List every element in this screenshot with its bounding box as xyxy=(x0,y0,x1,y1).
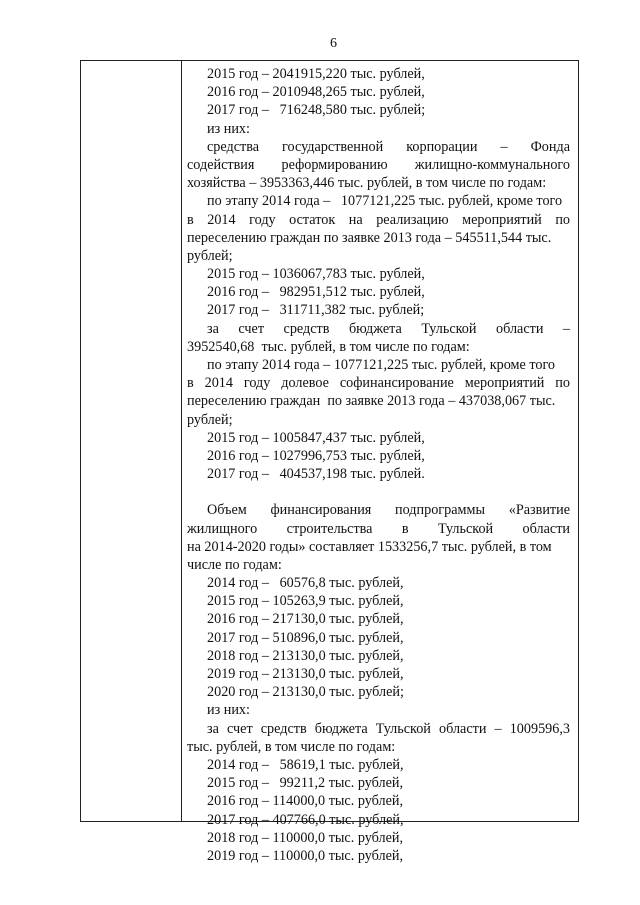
text-line: 2014 год – 60576,8 тыс. рублей, xyxy=(207,575,404,592)
text-line: рублей; xyxy=(187,247,233,264)
blank-line xyxy=(187,483,570,501)
text-line: 2016 год – 982951,512 тыс. рублей, xyxy=(207,284,425,301)
text-line: 2016 год – 1027996,753 тыс. рублей, xyxy=(207,447,425,464)
text-line: 2014 год – 58619,1 тыс. рублей, xyxy=(207,756,404,773)
text-line: на 2014-2020 годы» составляет 1533256,7 тыс. рублей, в том xyxy=(187,538,552,555)
document-table xyxy=(80,60,579,864)
text-line: хозяйства – 3953363,446 тыс. рублей, в том числе по годам: xyxy=(187,175,547,192)
table-text-cell xyxy=(187,65,570,865)
text-line: 2015 год – 1005847,437 тыс. рублей, xyxy=(207,429,425,446)
text-line: 2019 год – 213130,0 тыс. рублей, xyxy=(207,666,404,682)
text-line: 2016 год – 2010948,265 тыс. рублей, xyxy=(207,84,425,101)
text-line: 2017 год – 510896,0 тыс. рублей, xyxy=(207,629,404,646)
text-line: переселению граждан по заявке 2013 года – 437038,067 тыс. xyxy=(187,393,556,410)
text-line: 2017 год – 311711,382 тыс. рублей; xyxy=(207,302,425,319)
text-line: 2018 год – 213130,0 тыс. рублей, xyxy=(207,647,404,664)
text-line: тыс. рублей, в том числе по годам: xyxy=(187,738,396,755)
text-line: 2016 год – 114000,0 тыс. рублей, xyxy=(207,793,404,810)
text-line: в 2014 году остаток на реализацию мероприятий по xyxy=(187,211,570,228)
text-line: 2015 год – 105263,9 тыс. рублей, xyxy=(207,593,404,610)
page-number: 6 xyxy=(330,36,337,51)
text-line: 2016 год – 217130,0 тыс. рублей, xyxy=(207,611,404,628)
text-line: за счет средств бюджета Тульской области – xyxy=(207,320,570,337)
text-line: из них: xyxy=(207,120,250,137)
text-line: 2015 год – 99211,2 тыс. рублей, xyxy=(207,775,404,792)
text-line: жилищного строительства в Тульской области xyxy=(187,520,570,537)
text-line: рублей; xyxy=(187,411,233,428)
text-line: Объем финансирования подпрограммы «Развитие xyxy=(207,502,570,519)
text-line: содействия реформированию жилищно-коммунального xyxy=(187,156,570,173)
text-line: 2020 год – 213130,0 тыс. рублей; xyxy=(207,684,404,701)
text-line: 2019 год – 110000,0 тыс. рублей, xyxy=(207,847,404,864)
text-line: по этапу 2014 года – 1077121,225 тыс. рублей, кроме того xyxy=(207,357,556,373)
text-line: средства государственной корпорации – Фонда xyxy=(207,138,570,155)
text-line: по этапу 2014 года – 1077121,225 тыс. рублей, кроме того xyxy=(207,193,563,210)
text-line: 2015 год – 2041915,220 тыс. рублей, xyxy=(207,66,425,82)
text-line: 2015 год – 1036067,783 тыс. рублей, xyxy=(207,266,425,283)
text-line: переселению граждан по заявке 2013 года – 545511,544 тыс. xyxy=(187,229,552,246)
text-line: 2017 год – 404537,198 тыс. рублей. xyxy=(207,466,425,483)
column-divider xyxy=(181,61,182,821)
text-line: 2017 год – 716248,580 тыс. рублей; xyxy=(207,102,426,119)
text-line: 2017 год – 407766,0 тыс. рублей, xyxy=(207,811,404,828)
text-line: в 2014 году долевое софинансирование мероприятий по xyxy=(187,375,570,392)
text-line: 2018 год – 110000,0 тыс. рублей, xyxy=(207,829,404,846)
text-line: 3952540,68 тыс. рублей, в том числе по годам: xyxy=(187,338,470,355)
text-line: за счет средств бюджета Тульской области – 1009596,3 xyxy=(207,720,570,737)
text-line: из них: xyxy=(207,702,250,719)
text-line: числе по годам: xyxy=(187,556,282,573)
